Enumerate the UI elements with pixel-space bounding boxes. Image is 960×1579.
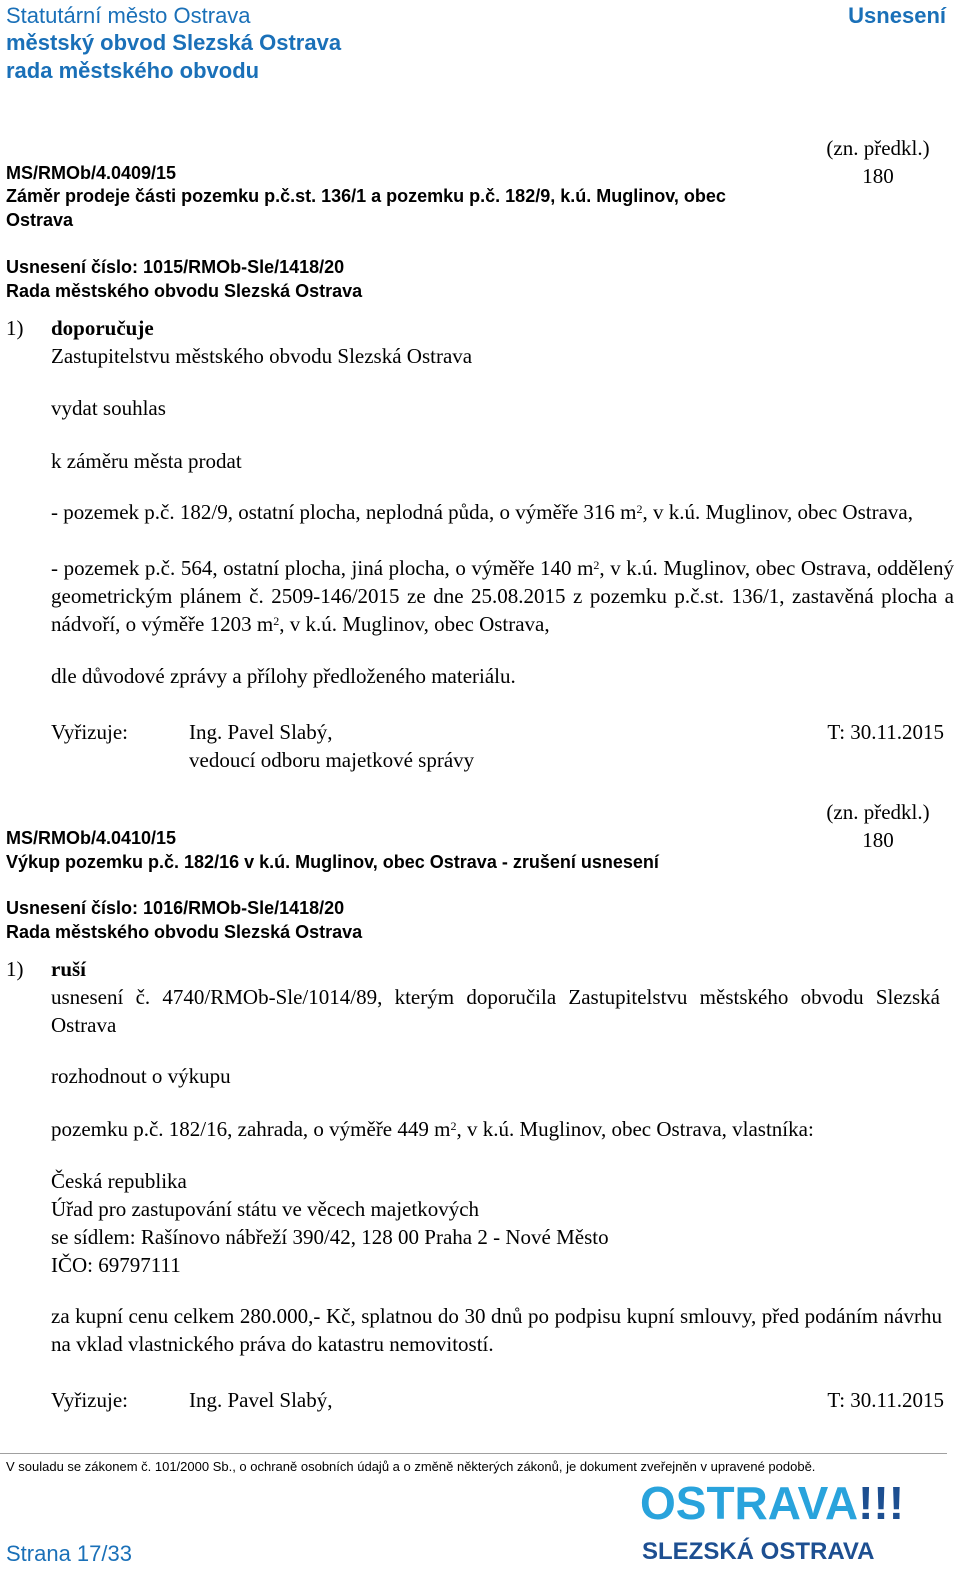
handler-name-1: Ing. Pavel Slabý, xyxy=(189,720,333,744)
resolution-number-1: Usnesení číslo: 1015/RMOb-Sle/1418/20 xyxy=(6,257,345,277)
item-subject-1b: Ostrava xyxy=(6,210,74,230)
handler-role-1: vedoucí odboru majetkové správy xyxy=(189,748,475,772)
item-subject-1a: Záměr prodeje části pozemku p.č.st. 136/1 a pozemku p.č. 182/9, k.ú. Muglinov, obec xyxy=(6,186,726,206)
header-district: městský obvod Slezská Ostrava xyxy=(6,30,342,55)
zn-predkl-label-2: (zn. předkl.) xyxy=(826,800,930,824)
resolution-body-1: Rada městského obvodu Slezská Ostrava xyxy=(6,281,363,301)
item-subject-2: Výkup pozemku p.č. 182/16 v k.ú. Muglinov, obec Ostrava - zrušení usnesení xyxy=(6,852,659,872)
owner-line-4: IČO: 69797111 xyxy=(51,1253,181,1277)
zn-predkl-value-1: 180 xyxy=(862,164,894,188)
handler-name-2: Ing. Pavel Slabý, xyxy=(189,1388,333,1412)
action-2: rozhodnout o výkupu xyxy=(51,1064,231,1088)
recipient-1: Zastupitelstvu městského obvodu Slezská Ostrava xyxy=(51,344,473,368)
resolution-number-2: Usnesení číslo: 1016/RMOb-Sle/1418/20 xyxy=(6,898,345,918)
owner-line-3: se sídlem: Rašínovo nábřeží 390/42, 128 00 Praha 2 - Nové Město xyxy=(51,1225,609,1249)
parcel-paragraph-2: - pozemek p.č. 564, ostatní plocha, jiná plocha, o výměře 140 $m^2$, v k.ú. Muglinov, obec Ostrava, oddělený geometrickým plánem č. 2509-146/2015 ze dne 25.08.2015 z pozemku p.č.st. 136/1, zastavěná plocha a nádvoří, o výměře 1203 $m^2$, v k.ú. Muglinov, obec Ostrava, xyxy=(51,556,954,636)
handler-label-1: Vyřizuje: xyxy=(51,720,128,744)
action-1: vydat souhlas xyxy=(51,396,166,420)
owner-line-2: Úřad pro zastupování státu ve věcech majetkových xyxy=(51,1197,480,1221)
handler-label-2: Vyřizuje: xyxy=(51,1388,128,1412)
resolution-verb-1: doporučuje xyxy=(51,316,154,340)
item-code-2: MS/RMOb/4.0410/15 xyxy=(6,828,177,848)
land-description-2: pozemku p.č. 182/16, zahrada, o výměře 449 $m^2$, v k.ú. Muglinov, obec Ostrava, vlastníka: xyxy=(51,1117,814,1141)
footer-divider xyxy=(0,1453,947,1454)
zn-predkl-label-1: (zn. předkl.) xyxy=(826,136,930,160)
resolution-body-2: Rada městského obvodu Slezská Ostrava xyxy=(6,922,363,942)
deadline-2: T: 30.11.2015 xyxy=(827,1388,944,1412)
resolution-verb-2: ruší xyxy=(51,957,87,981)
point-number-1: 1) xyxy=(6,316,24,340)
item-code-1: MS/RMOb/4.0409/15 xyxy=(6,163,177,183)
logo-marks: !!! xyxy=(858,1480,905,1526)
header-council: rada městského obvodu xyxy=(6,58,260,83)
closing-1: dle důvodové zprávy a přílohy předloženého materiálu. xyxy=(51,664,516,688)
header-city: Statutární město Ostrava xyxy=(6,3,251,28)
logo-subtitle: SLEZSKÁ OSTRAVA xyxy=(642,1538,875,1565)
ostrava-logo xyxy=(640,1480,948,1526)
privacy-note: V souladu se zákonem č. 101/2000 Sb., o ochraně osobních údajů a o změně některých zákonů, je dokument zveřejněn v upravené podobě. xyxy=(6,1459,816,1474)
point-number-2: 1) xyxy=(6,957,24,981)
parcel-paragraph-1: - pozemek p.č. 182/9, ostatní plocha, neplodná půda, o výměře 316 $m^2$, v k.ú. Muglinov, obec Ostrava, xyxy=(51,500,913,524)
object-1: k záměru města prodat xyxy=(51,449,242,473)
doc-type: Usnesení xyxy=(848,3,946,28)
owner-line-1: Česká republika xyxy=(51,1169,187,1193)
zn-predkl-value-2: 180 xyxy=(862,828,894,852)
deadline-1: T: 30.11.2015 xyxy=(827,720,944,744)
logo-word: OSTRAVA xyxy=(640,1480,859,1526)
price-paragraph-2: za kupní cenu celkem 280.000,- Kč, splatnou do 30 dnů po podpisu kupní smlouvy, před podáním návrhu na vklad vlastnického práva do katastru nemovitostí. xyxy=(51,1304,942,1356)
cancelled-resolution-2: usnesení č. 4740/RMOb-Sle/1014/89, kterým doporučila Zastupitelstvu městského obvodu Slezská Ostrava xyxy=(51,985,940,1037)
page-number: Strana 17/33 xyxy=(6,1541,132,1566)
